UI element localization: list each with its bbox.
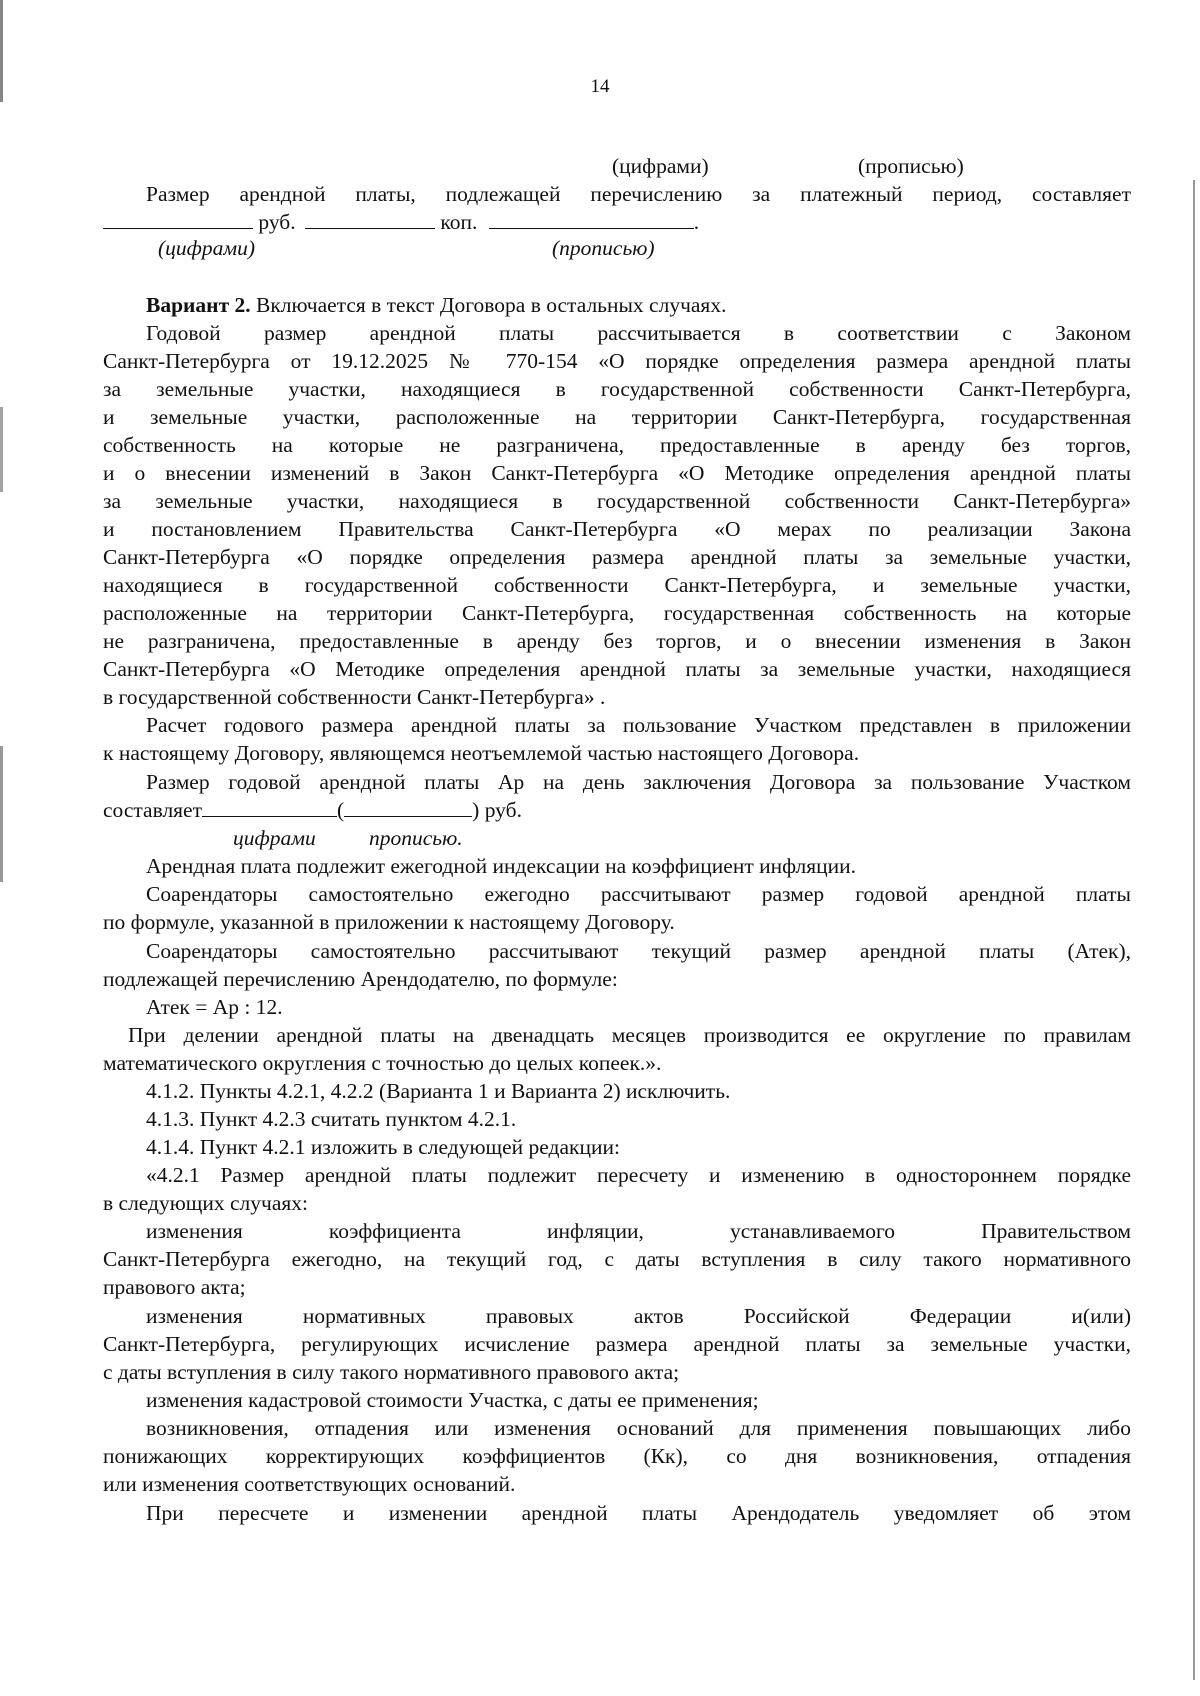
last-line: При пересчете и изменении арендной платы Арендодатель уведомляет об этом	[146, 1501, 1131, 1525]
case2-last: с даты вступления в силу такого нормативного правового акта;	[103, 1360, 680, 1384]
case3: изменения кадастровой стоимости Участка, с даты ее применения;	[146, 1388, 759, 1412]
payment-period-fill-line	[103, 208, 699, 236]
p1-line: и земельные участки, расположенные на территории Санкт-Петербурга, государственная	[103, 405, 1131, 429]
p1-line: и постановлением Правительства Санкт-Петербурга «О мерах по реализации Закона	[103, 517, 1131, 541]
blank-annual-digits[interactable]	[202, 798, 337, 817]
label-words-top: (прописью)	[858, 154, 964, 178]
p1-line: Санкт-Петербурга «О Методике определения арендной платы за земельные участки, находящиеся	[103, 657, 1131, 681]
case2-line: Санкт-Петербурга, регулирующих исчисление размера арендной платы за земельные участки,	[103, 1332, 1131, 1356]
p5-line: Соарендаторы самостоятельно ежегодно рассчитывают размер годовой арендной платы	[146, 882, 1131, 906]
case4-line: понижающих корректирующих коэффициентов (Кк), со дня возникновения, отпадения	[103, 1444, 1131, 1468]
p1-line: находящиеся в государственной собственности Санкт-Петербурга, и земельные участки,	[103, 573, 1131, 597]
label-words-italic: (прописью)	[552, 236, 655, 260]
p7-last: математического округления с точностью до целых копеек.».	[103, 1051, 662, 1075]
item-4-1-2: 4.1.2. Пункты 4.2.1, 4.2.2 (Варианта 1 и Варианта 2) исключить.	[146, 1079, 731, 1103]
p1-line: и о внесении изменений в Закон Санкт-Петербурга «О Методике определения арендной платы	[103, 461, 1131, 485]
case2-line: изменения нормативных правовых актов Российской Федерации и(или)	[146, 1304, 1131, 1328]
period-end: .	[693, 210, 700, 234]
p3-label-digits: цифрами	[233, 826, 316, 850]
p2-line: Расчет годового размера арендной платы за пользование Участком представлен в приложении	[146, 713, 1131, 737]
p5-last: по формуле, указанной в приложении к настоящему Договору.	[103, 910, 675, 934]
case1-line: Санкт-Петербурга ежегодно, на текущий год, с даты вступления в силу такого нормативного	[103, 1247, 1131, 1271]
p1-line: за земельные участки, находящиеся в государственной собственности Санкт-Петербурга»	[103, 489, 1131, 513]
case4-last: или изменения соответствующих оснований.	[103, 1472, 516, 1496]
p3-line: Размер годовой арендной платы Ар на день заключения Договора за пользование Участком	[146, 770, 1131, 794]
blank-words[interactable]	[489, 210, 694, 229]
formula: Атек = Ар : 12.	[146, 995, 283, 1019]
case1-last: правового акта;	[103, 1275, 246, 1299]
item-4-1-3: 4.1.3. Пункт 4.2.3 считать пунктом 4.2.1.	[146, 1107, 517, 1131]
p6-line: Соарендаторы самостоятельно рассчитывают текущий размер арендной платы (Атек),	[146, 939, 1131, 963]
label-digits-italic: (цифрами)	[158, 236, 256, 260]
variant2-heading-rest: Включается в текст Договора в остальных случаях.	[250, 293, 727, 317]
case4-line: возникновения, отпадения или изменения оснований для применения повышающих либо	[146, 1416, 1131, 1440]
p421-line: «4.2.1 Размер арендной платы подлежит пересчету и изменению в одностороннем порядке	[146, 1163, 1131, 1187]
p6-last: подлежащей перечислению Арендодателю, по формуле:	[103, 967, 618, 991]
kop-label: коп.	[440, 210, 478, 234]
p1-line: собственность на которые не разграничена, предоставленные в аренду без торгов,	[103, 433, 1131, 457]
page-number: 14	[590, 76, 610, 97]
label-digits-top: (цифрами)	[612, 154, 709, 178]
p1-line: Годовой размер арендной платы рассчитывается в соответствии с Законом	[146, 321, 1131, 345]
p1-line: не разграничена, предоставленные в аренду без торгов, и о внесении изменения в Закон	[103, 629, 1131, 653]
p1-line: Санкт-Петербурга от 19.12.2025 № 770-154 «О порядке определения размера арендной платы	[103, 349, 1131, 373]
case1-line: изменения коэффициента инфляции, устанавливаемого Правительством	[146, 1219, 1131, 1243]
p3-fill-line	[103, 796, 522, 824]
p1-line: за земельные участки, находящиеся в государственной собственности Санкт-Петербурга,	[103, 377, 1131, 401]
p1-line: расположенные на территории Санкт-Петербурга, государственная собственность на которые	[103, 601, 1131, 625]
rub-label: руб.	[258, 210, 296, 234]
p4: Арендная плата подлежит ежегодной индексации на коэффициент инфляции.	[146, 854, 857, 878]
p7-line: При делении арендной платы на двенадцать месяцев производится ее округление по правилам	[128, 1023, 1131, 1047]
blank-kop[interactable]	[305, 210, 435, 229]
p3-label-words: прописью.	[369, 826, 463, 850]
p2-last: к настоящему Договору, являющемся неотъемлемой частью настоящего Договора.	[103, 741, 860, 765]
scan-edge-left	[0, 0, 3, 1696]
item-4-1-4: 4.1.4. Пункт 4.2.1 изложить в следующей редакции:	[146, 1135, 620, 1159]
p3-close: ) руб.	[472, 798, 522, 822]
payment-period-line: Размер арендной платы, подлежащей перечислению за платежный период, составляет	[146, 182, 1131, 206]
blank-annual-words[interactable]	[344, 798, 472, 817]
variant2-heading: Вариант 2.	[146, 293, 251, 317]
scan-edge-right	[1193, 180, 1195, 1680]
p3-start: составляет	[103, 798, 202, 822]
variant2-title	[146, 291, 726, 319]
p421-last: в следующих случаях:	[103, 1191, 308, 1215]
p1-last: в государственной собственности Санкт-Петербурга» .	[103, 685, 606, 709]
p3-open: (	[337, 798, 345, 822]
p1-line: Санкт-Петербурга «О порядке определения размера арендной платы за земельные участки,	[103, 545, 1131, 569]
blank-rub[interactable]	[103, 210, 253, 229]
